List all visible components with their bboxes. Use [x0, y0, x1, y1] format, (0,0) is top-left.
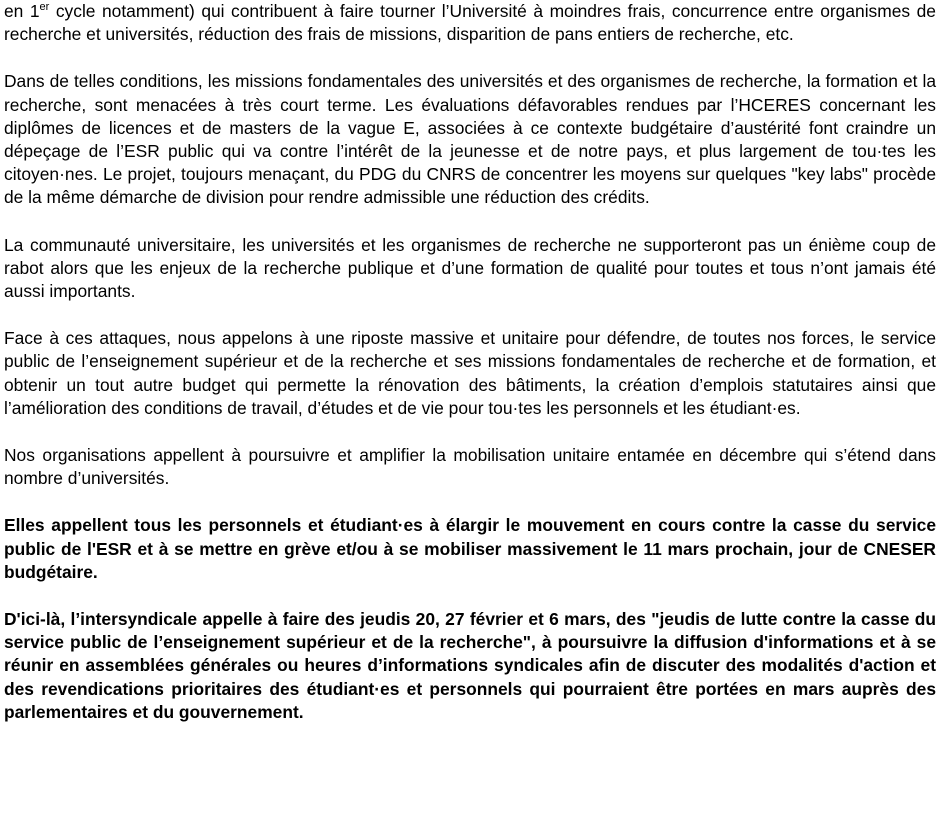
paragraph-4: Face à ces attaques, nous appelons à une riposte massive et unitaire pour défendre, de toutes nos forces, le service public de l’enseignement supérieur et de la recherche et ses missions fondamentales de recherche et de formation, et obtenir un tout autre budget qui permette la rénovation des bâtiments, la création d’emplois statutaires ainsi que l’amélioration des conditions de travail, d’études et de vie pour tou·tes les personnels et les étudiant·es.	[4, 328, 936, 418]
paragraph-7-bold: D'ici-là, l’intersyndicale appelle à faire des jeudis 20, 27 février et 6 mars, des "jeudis de lutte contre la casse du service public de l’enseignement supérieur et de la recherche", à poursuivre la diffusion d'informations et à se réunir en assemblées générales ou heures d’informations syndicales afin de discuter des modalités d'action et des revendications prioritaires des étudiant·es et personnels qui pourraient être portées en mars auprès des parlementaires et du gouvernement.	[4, 609, 936, 722]
paragraph-1	[4, 0, 936, 46]
ordinal-superscript: er	[39, 1, 50, 14]
paragraph-3: La communauté universitaire, les universités et les organismes de recherche ne supporteront pas un énième coup de rabot alors que les enjeux de la recherche publique et d’une formation de qualité pour toutes et tous n’ont jamais été aussi importants.	[4, 234, 936, 302]
paragraph-1-rest: cycle notamment) qui contribuent à faire tourner l’Université à moindres frais, concurrence entre organismes de recherche et universités, réduction des frais de missions, disparition de pans entiers de recherche, etc.	[4, 1, 936, 45]
paragraph-6-bold: Elles appellent tous les personnels et étudiant·es à élargir le mouvement en cours contre la casse du service public de l'ESR et à se mettre en grève et/ou à se mobiliser massivement le 11 mars prochain, jour de CNESER budgétaire.	[4, 515, 936, 582]
paragraph-5: Nos organisations appellent à poursuivre et amplifier la mobilisation unitaire entamée en décembre qui s’étend dans nombre d’universités.	[4, 445, 936, 489]
paragraph-2: Dans de telles conditions, les missions fondamentales des universités et des organismes de recherche, la formation et la recherche, sont menacées à très court terme. Les évaluations défavorables rendues par l’HCERES concernant les diplômes de licences et de masters de la vague E, associées à ce contexte budgétaire d’austérité font craindre un dépeçage de l’ESR public qui va contre l’intérêt de la jeunesse et de notre pays, et plus largement de tou·tes les citoyen·nes. Le projet, toujours menaçant, du PDG du CNRS de concentrer les moyens sur quelques "key labs" procède de la même démarche de division pour rendre admissible une réduction des crédits.	[4, 71, 936, 208]
paragraph-1-start: en 1	[4, 1, 40, 21]
document-body	[4, 0, 936, 748]
